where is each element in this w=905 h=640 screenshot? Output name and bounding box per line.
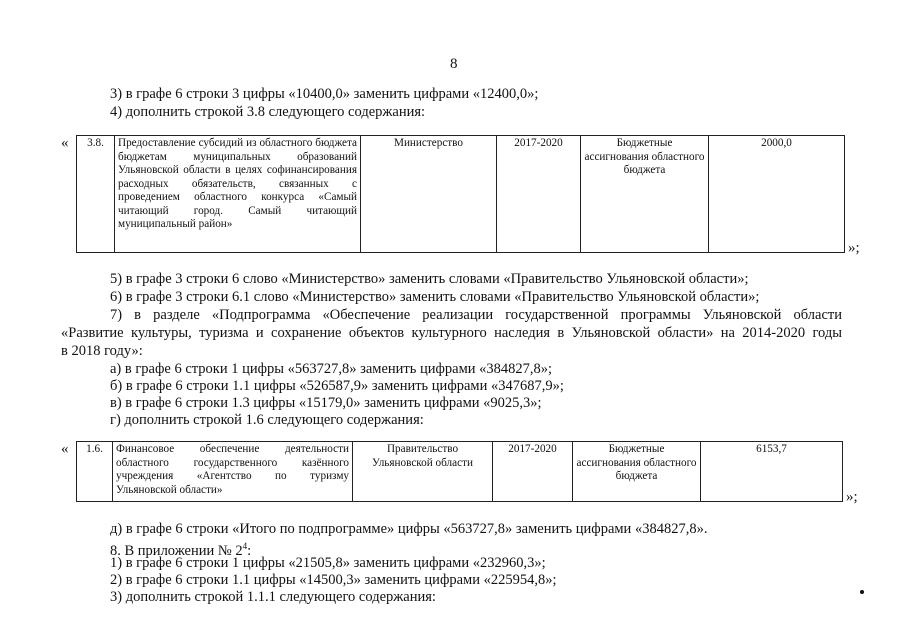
page-number: 8 [450,56,458,72]
period-cell: 2017-2020 [493,442,573,502]
closing-quote: »; [848,240,860,256]
text-line: в) в графе 6 строки 1.3 цифры «15179,0» заменить цифрами «9025,3»; [110,395,542,411]
text-line: 3) в графе 6 строки 3 цифры «10400,0» заменить цифрами «12400,0»; [110,86,539,102]
text-line: 3) дополнить строкой 1.1.1 следующего содержания: [110,589,436,605]
amount-cell: 6153,7 [701,442,843,502]
section-8-heading: 8. В приложении № 2 [110,542,243,559]
text-line: д) в графе 6 строки «Итого по подпрограмме» цифры «563727,8» заменить цифрами «384827,8». [110,521,708,537]
text-line: 1) в графе 6 строки 1 цифры «21505,8» заменить цифрами «232960,3»; [110,555,546,571]
text-line: в 2018 году»: [61,343,143,359]
text-line: 7) в разделе «Подпрограмма «Обеспечение реализации государственной программы Ульяновской области [110,307,842,323]
row-number-cell: 3.8. [77,136,115,253]
executor-cell: Министерство [361,136,497,253]
table-row [77,136,845,253]
executor-cell: Правительство Ульяновской области [353,442,493,502]
text-line: «Развитие культуры, туризма и сохранение объектов культурного наследия в Ульяновской области» на 2014-2020 годы [61,325,842,341]
text-line: б) в графе 6 строки 1.1 цифры «526587,9» заменить цифрами «347687,9»; [110,378,564,394]
text-line: 6) в графе 3 строки 6.1 слово «Министерство» заменить словами «Правительство Ульяновской области»; [110,289,760,305]
period-cell: 2017-2020 [497,136,581,253]
closing-quote: »; [846,489,858,505]
opening-quote: « [61,441,69,457]
row-number-cell: 1.6. [77,442,113,502]
opening-quote: « [61,135,69,151]
scan-dot [860,590,864,594]
funding-source-cell: Бюджетные ассигнования областного бюджета [573,442,701,502]
text-line: 2) в графе 6 строки 1.1 цифры «14500,3» заменить цифрами «225954,8»; [110,572,557,588]
text-line: а) в графе 6 строки 1 цифры «563727,8» заменить цифрами «384827,8»; [110,361,553,377]
table-row [77,442,843,502]
insert-table-row-1-6 [76,441,843,502]
amount-cell: 2000,0 [709,136,845,253]
colon: : [247,542,252,559]
text-line: 5) в графе 3 строки 6 слово «Министерство» заменить словами «Правительство Ульяновской области»; [110,271,749,287]
insert-table-row-3-8 [76,135,845,253]
description-cell: Финансовое обеспечение деятельности областного государственного казённого учреждения «Агентство по туризму Ульяновской области» [113,442,353,502]
funding-source-cell: Бюджетные ассигнования областного бюджета [581,136,709,253]
text-line: 4) дополнить строкой 3.8 следующего содержания: [110,104,426,120]
text-line: г) дополнить строкой 1.6 следующего содержания: [110,412,424,428]
superscript: 4 [242,541,248,551]
description-cell: Предоставление субсидий из областного бюджета бюджетам муниципальных образований Ульяновской области в целях софинансирования расходных обязательств, связанных с проведением областного конкурса «Самый читающий город. Самый читающий муниципальный район» [115,136,361,253]
